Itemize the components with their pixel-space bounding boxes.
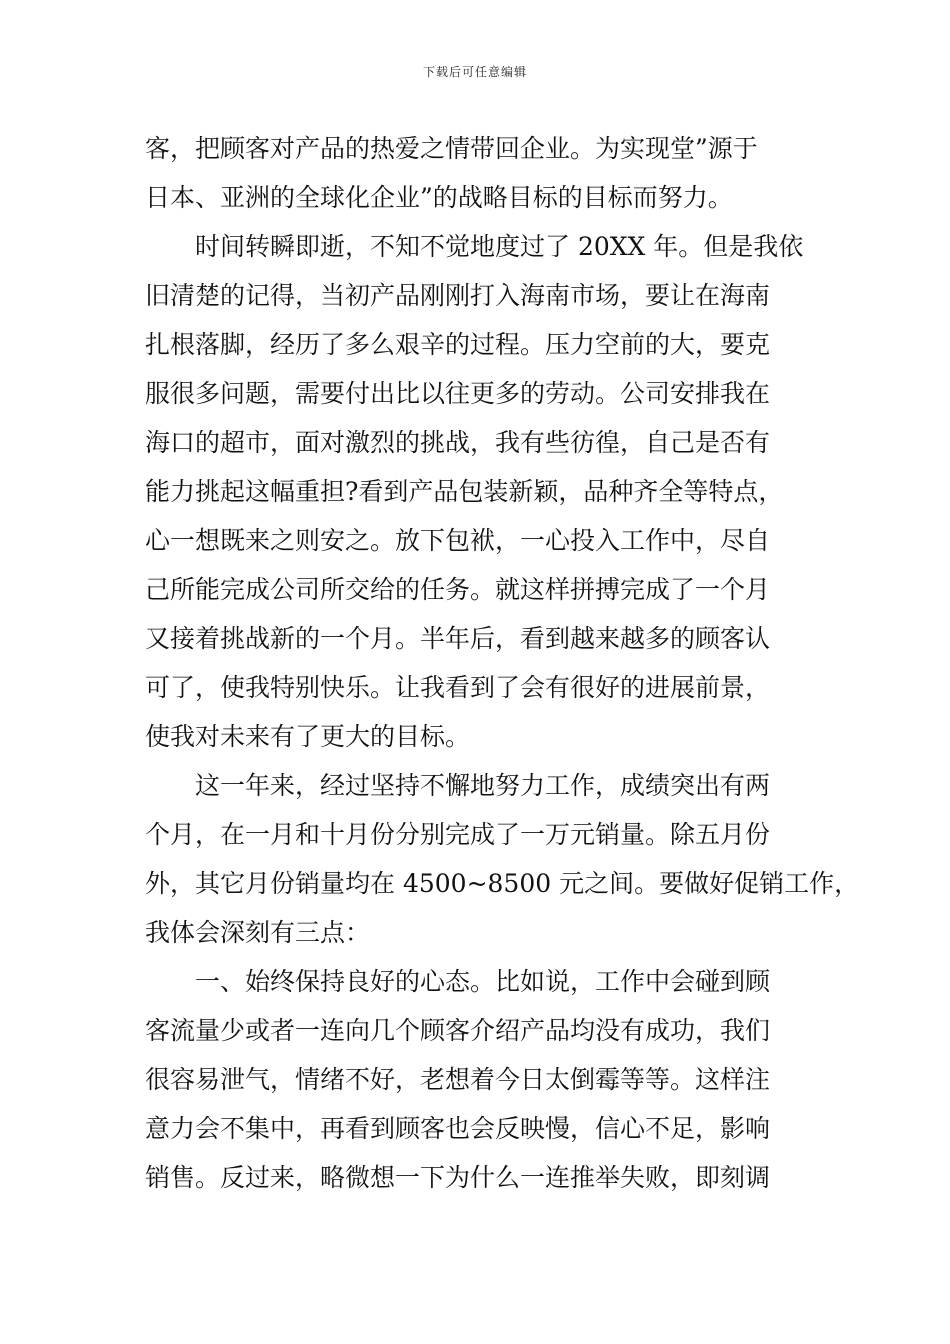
paragraph-first-line: 一、始终保持良好的心态。比如说，工作中会碰到顾 [195, 967, 771, 996]
text-line: 海口的超市，面对激烈的挑战，我有些彷徨，自己是否有 [145, 428, 771, 457]
page-header: 下载后可任意编辑 [422, 65, 527, 79]
text-line: 外，其它月份销量均在 4500~8500 元之间。要做好促销工作， [145, 869, 860, 898]
text-line: 客，把顾客对产品的热爱之情带回企业。为实现堂”源于 [145, 134, 758, 163]
text-line: 己所能完成公司所交给的任务。就这样拼搏完成了一个月 [145, 575, 771, 604]
text-line: 扎根落脚，经历了多么艰辛的过程。压力空前的大，要克 [145, 330, 771, 359]
text-line: 能力挑起这幅重担?看到产品包装新颖，品种齐全等特点， [145, 477, 784, 506]
text-line: 可了，使我特别快乐。让我看到了会有很好的进展前景， [145, 673, 771, 702]
text-line: 又接着挑战新的一个月。半年后，看到越来越多的顾客认 [145, 624, 771, 653]
text-line: 很容易泄气，情绪不好，老想着今日太倒霉等等。这样注 [145, 1065, 771, 1094]
text-line: 销售。反过来，略微想一下为什么一连推举失败，即刻调 [145, 1163, 771, 1192]
text-line: 日本、亚洲的全球化企业”的战略目标的目标而努力。 [145, 183, 733, 212]
text-line: 旧清楚的记得，当初产品刚刚打入海南市场，要让在海南 [145, 281, 771, 310]
paragraph-first-line: 这一年来，经过坚持不懈地努力工作，成绩突出有两 [195, 771, 771, 800]
text-line: 意力会不集中，再看到顾客也会反映慢，信心不足，影响 [145, 1114, 771, 1143]
text-line: 心一想既来之则安之。放下包袱，一心投入工作中，尽自 [145, 526, 771, 555]
text-line: 我体会深刻有三点： [145, 918, 371, 947]
paragraph-first-line: 时间转瞬即逝，不知不觉地度过了 20XX 年。但是我依 [195, 232, 804, 261]
text-line: 个月，在一月和十月份分别完成了一万元销量。除五月份 [145, 820, 771, 849]
text-line: 客流量少或者一连向几个顾客介绍产品均没有成功，我们 [145, 1016, 771, 1045]
text-line: 使我对未来有了更大的目标。 [145, 722, 471, 751]
text-line: 服很多问题，需要付出比以往更多的劳动。公司安排我在 [145, 379, 771, 408]
